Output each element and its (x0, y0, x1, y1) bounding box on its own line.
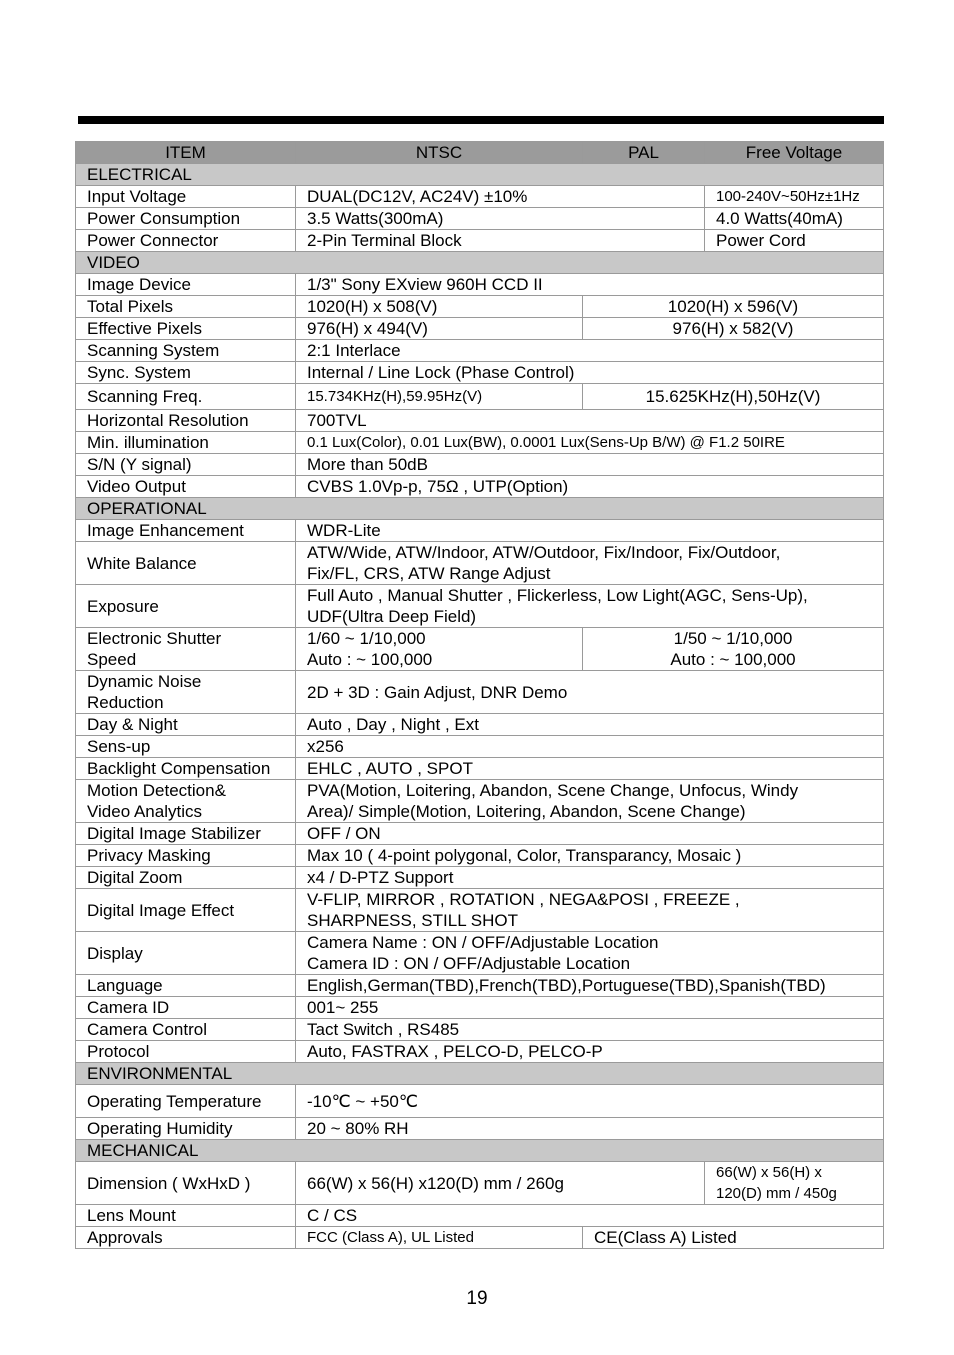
row-label: Digital Zoom (76, 867, 296, 889)
row-value: English,German(TBD),French(TBD),Portuguese(TBD),Spanish(TBD) (296, 975, 884, 997)
row-label: Sens-up (76, 736, 296, 758)
row-value: OFF / ON (296, 823, 884, 845)
table-row (76, 1019, 884, 1041)
row-label-line: Reduction (87, 693, 164, 712)
row-label: Min. illumination (76, 432, 296, 454)
row-label: Effective Pixels (76, 318, 296, 340)
table-row (76, 780, 884, 823)
row-value-ntsc: 976(H) x 494(V) (296, 318, 583, 340)
table-row (76, 671, 884, 714)
row-label: Image Enhancement (76, 520, 296, 542)
table-row (76, 975, 884, 997)
table-row (76, 889, 884, 932)
row-value-pal: 1020(H) x 596(V) (583, 296, 884, 318)
row-value: Auto, FASTRAX , PELCO-D, PELCO-P (296, 1041, 884, 1063)
table-row (76, 362, 884, 384)
row-value: 700TVL (296, 410, 884, 432)
table-header (76, 142, 884, 164)
row-value: C / CS (296, 1205, 884, 1227)
row-label: S/N (Y signal) (76, 454, 296, 476)
top-rule (78, 116, 884, 124)
row-value-free: 4.0 Watts(40mA) (705, 208, 884, 230)
row-value: EHLC , AUTO , SPOT (296, 758, 884, 780)
row-value: 2D + 3D : Gain Adjust, DNR Demo (296, 671, 884, 714)
row-value: More than 50dB (296, 454, 884, 476)
table-row (76, 997, 884, 1019)
section-electrical: ELECTRICAL (76, 164, 884, 186)
row-value: 0.1 Lux(Color), 0.01 Lux(BW), 0.0001 Lux(Sens-Up B/W) @ F1.2 50IRE (296, 432, 884, 454)
row-label-line: Speed (87, 650, 137, 669)
header-item: ITEM (76, 142, 296, 164)
row-value-line: Fix/FL, CRS, ATW Range Adjust (307, 564, 551, 583)
row-value: Max 10 ( 4-point polygonal, Color, Transparancy, Mosaic ) (296, 845, 884, 867)
table-row (76, 1205, 884, 1227)
row-value: Tact Switch , RS485 (296, 1019, 884, 1041)
row-value-line: 66(W) x 56(H) x (716, 1164, 822, 1181)
row-value: WDR-Lite (296, 520, 884, 542)
table-row (76, 736, 884, 758)
row-label: Sync. System (76, 362, 296, 384)
section-mechanical: MECHANICAL (76, 1140, 884, 1162)
section-row (76, 252, 884, 274)
section-row (76, 1140, 884, 1162)
table-row (76, 520, 884, 542)
row-value: 2:1 Interlace (296, 340, 884, 362)
row-value: 001~ 255 (296, 997, 884, 1019)
header-pal: PAL (583, 142, 705, 164)
row-label: Digital Image Stabilizer (76, 823, 296, 845)
row-value-ntsc: 15.734KHz(H),59.95Hz(V) (296, 384, 583, 410)
table-row (76, 340, 884, 362)
row-label: Language (76, 975, 296, 997)
section-environmental: ENVIRONMENTAL (76, 1063, 884, 1085)
row-value-pal: CE(Class A) Listed (583, 1227, 884, 1249)
row-label: White Balance (76, 542, 296, 585)
row-label: Backlight Compensation (76, 758, 296, 780)
section-operational: OPERATIONAL (76, 498, 884, 520)
row-label (76, 671, 296, 714)
row-label: Horizontal Resolution (76, 410, 296, 432)
section-row (76, 164, 884, 186)
table-row (76, 186, 884, 208)
row-value-line: 1/60 ~ 1/10,000 (307, 629, 426, 648)
table-row (76, 845, 884, 867)
row-value: Auto , Day , Night , Ext (296, 714, 884, 736)
header-ntsc: NTSC (296, 142, 583, 164)
row-label: Lens Mount (76, 1205, 296, 1227)
row-label: Camera ID (76, 997, 296, 1019)
row-label: Power Connector (76, 230, 296, 252)
row-value-line: ATW/Wide, ATW/Indoor, ATW/Outdoor, Fix/Indoor, Fix/Outdoor, (307, 543, 781, 562)
row-value-free: 100-240V~50Hz±1Hz (705, 186, 884, 208)
table-row (76, 758, 884, 780)
row-value-line: PVA(Motion, Loitering, Abandon, Scene Change, Unfocus, Windy (307, 781, 799, 800)
row-value: x256 (296, 736, 884, 758)
row-label: Total Pixels (76, 296, 296, 318)
row-value: 20 ~ 80% RH (296, 1118, 884, 1140)
row-label: Operating Humidity (76, 1118, 296, 1140)
section-row (76, 1063, 884, 1085)
row-label: Input Voltage (76, 186, 296, 208)
table-row (76, 585, 884, 628)
table-row (76, 230, 884, 252)
row-label: Camera Control (76, 1019, 296, 1041)
row-value (296, 932, 884, 975)
row-value-line: Camera ID : ON / OFF/Adjustable Location (307, 954, 631, 973)
row-value: 1/3" Sony EXview 960H CCD II (296, 274, 884, 296)
row-value-pal (583, 628, 884, 671)
row-label: Image Device (76, 274, 296, 296)
table-row (76, 454, 884, 476)
spec-table (75, 141, 884, 1249)
row-value-free: Power Cord (705, 230, 884, 252)
row-label: Display (76, 932, 296, 975)
row-label: Power Consumption (76, 208, 296, 230)
row-value: DUAL(DC12V, AC24V) ±10% (296, 186, 705, 208)
row-value-line: UDF(Ultra Deep Field) (307, 607, 477, 626)
table-row (76, 867, 884, 889)
section-video: VIDEO (76, 252, 884, 274)
row-value: 66(W) x 56(H) x120(D) mm / 260g (296, 1162, 705, 1205)
row-value (296, 889, 884, 932)
table-row (76, 1227, 884, 1249)
row-value: x4 / D-PTZ Support (296, 867, 884, 889)
row-value-line: Full Auto , Manual Shutter , Flickerless, Low Light(AGC, Sens-Up), (307, 586, 808, 605)
table-row (76, 1162, 884, 1205)
table-row (76, 410, 884, 432)
table-row (76, 1085, 884, 1118)
table-row (76, 628, 884, 671)
row-label: Privacy Masking (76, 845, 296, 867)
row-value-ntsc: FCC (Class A), UL Listed (296, 1227, 583, 1249)
row-label-line: Video Analytics (87, 802, 202, 821)
row-value (296, 542, 884, 585)
row-label-line: Motion Detection& (87, 781, 226, 800)
table-row (76, 384, 884, 410)
row-label: Digital Image Effect (76, 889, 296, 932)
table-row (76, 823, 884, 845)
row-label (76, 628, 296, 671)
row-label (76, 780, 296, 823)
table-row (76, 476, 884, 498)
row-value: -10℃ ~ +50℃ (296, 1085, 884, 1118)
table-row (76, 714, 884, 736)
row-label-line: Electronic Shutter (87, 629, 222, 648)
row-value: CVBS 1.0Vp-p, 75Ω , UTP(Option) (296, 476, 884, 498)
row-value-line: 120(D) mm / 450g (716, 1185, 837, 1202)
row-value-line: 1/50 ~ 1/10,000 (673, 629, 793, 648)
table-row (76, 1041, 884, 1063)
table-row (76, 274, 884, 296)
row-value-pal: 976(H) x 582(V) (583, 318, 884, 340)
row-label: Operating Temperature (76, 1085, 296, 1118)
row-value-line: Auto : ~ 100,000 (670, 650, 796, 669)
table-row (76, 1118, 884, 1140)
row-label: Protocol (76, 1041, 296, 1063)
row-value-line: V-FLIP, MIRROR , ROTATION , NEGA&POSI , FREEZE , (307, 890, 740, 909)
row-value-line: Camera Name : ON / OFF/Adjustable Location (307, 933, 659, 952)
row-label: Exposure (76, 585, 296, 628)
row-value: 2-Pin Terminal Block (296, 230, 705, 252)
table-row (76, 542, 884, 585)
section-row (76, 498, 884, 520)
row-label: Video Output (76, 476, 296, 498)
page-number: 19 (466, 1288, 488, 1309)
row-value (296, 780, 884, 823)
table-row (76, 318, 884, 340)
row-label: Scanning System (76, 340, 296, 362)
row-value: Internal / Line Lock (Phase Control) (296, 362, 884, 384)
row-value-pal: 15.625KHz(H),50Hz(V) (583, 384, 884, 410)
table-row (76, 432, 884, 454)
row-value-ntsc (296, 628, 583, 671)
row-value (296, 585, 884, 628)
row-label: Scanning Freq. (76, 384, 296, 410)
table-row (76, 296, 884, 318)
table-row (76, 932, 884, 975)
row-value-line: SHARPNESS, STILL SHOT (307, 911, 518, 930)
row-value: 3.5 Watts(300mA) (296, 208, 705, 230)
header-free-voltage: Free Voltage (705, 142, 884, 164)
row-label: Dimension ( WxHxD ) (76, 1162, 296, 1205)
row-value-ntsc: 1020(H) x 508(V) (296, 296, 583, 318)
row-label: Approvals (76, 1227, 296, 1249)
row-label-line: Dynamic Noise (87, 672, 202, 691)
row-value-free (705, 1162, 884, 1205)
row-label: Day & Night (76, 714, 296, 736)
row-value-line: Auto : ~ 100,000 (307, 650, 433, 669)
row-value-line: Area)/ Simple(Motion, Loitering, Abandon, Scene Change) (307, 802, 746, 821)
table-row (76, 208, 884, 230)
